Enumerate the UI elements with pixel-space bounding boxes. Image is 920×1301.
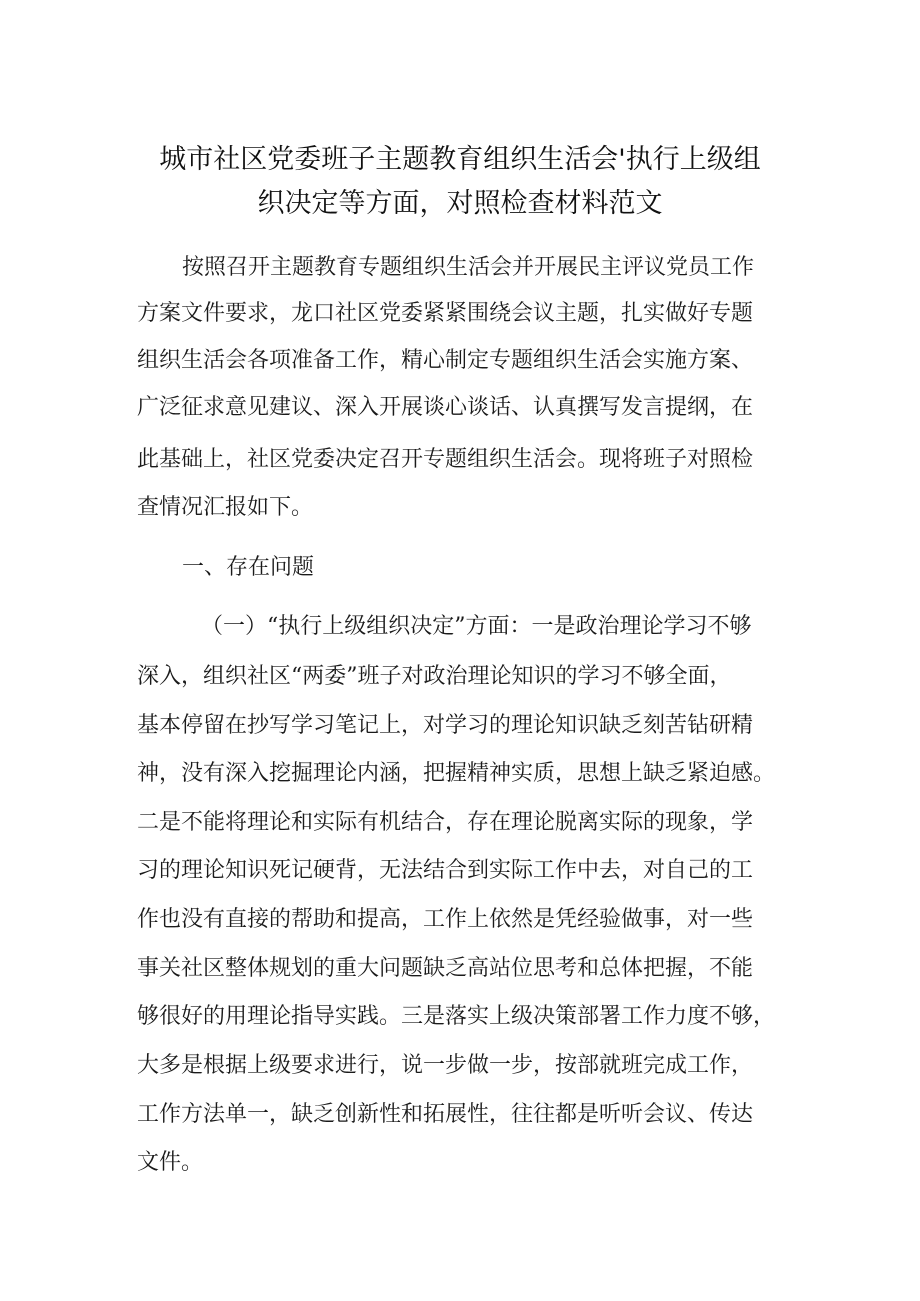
- intro-line: 查情况汇报如下。: [137, 495, 314, 520]
- body-line: 神，没有深入挖掘理论内涵，把握精神实质，思想上缺乏紧迫感。: [137, 761, 776, 786]
- intro-line: 方案文件要求，龙口社区党委紧紧围绕会议主题，扎实做好专题: [137, 301, 754, 326]
- body-line: 够很好的用理论指导实践。三是落实上级决策部署工作力度不够，: [137, 1004, 776, 1029]
- body-line: 习的理论知识死记硬背，无法结合到实际工作中去，对自己的工: [137, 858, 754, 883]
- body-line: 文件。: [137, 1150, 204, 1175]
- intro-line: 广泛征求意见建议、深入开展谈心谈话、认真撰写发言提纲，在: [137, 395, 754, 420]
- body-line: 大多是根据上级要求进行，说一步做一步，按部就班完成工作，: [137, 1053, 754, 1078]
- body-line: 工作方法单一，缺乏创新性和拓展性，往往都是听听会议、传达: [137, 1102, 754, 1127]
- title-line: 城市社区党委班子主题教育组织生活会'执行上级组: [159, 144, 761, 175]
- body-line: 作也没有直接的帮助和提高，工作上依然是凭经验做事，对一些: [137, 907, 754, 932]
- body-line: （一）“执行上级组织决定”方面：一是政治理论学习不够: [201, 614, 752, 639]
- intro-line: 按照召开主题教育专题组织生活会并开展民主评议党员工作: [182, 255, 755, 280]
- body-line: 基本停留在抄写学习笔记上，对学习的理论知识缺乏刻苦钻研精: [137, 713, 754, 738]
- section-heading: 一、存在问题: [182, 555, 315, 580]
- body-line: 事关社区整体规划的重大问题缺乏高站位思考和总体把握，不能: [137, 956, 754, 981]
- body-line: 深入，组织社区“两委”班子对政治理论知识的学习不够全面，: [137, 664, 732, 689]
- title-line: 织决定等方面，对照检查材料范文: [257, 188, 663, 219]
- intro-line: 组织生活会各项准备工作，精心制定专题组织生活会实施方案、: [137, 348, 754, 373]
- intro-line: 此基础上，社区党委决定召开专题组织生活会。现将班子对照检: [137, 447, 754, 472]
- body-line: 二是不能将理论和实际有机结合，存在理论脱离实际的现象，学: [137, 810, 754, 835]
- document-title: [0, 138, 920, 226]
